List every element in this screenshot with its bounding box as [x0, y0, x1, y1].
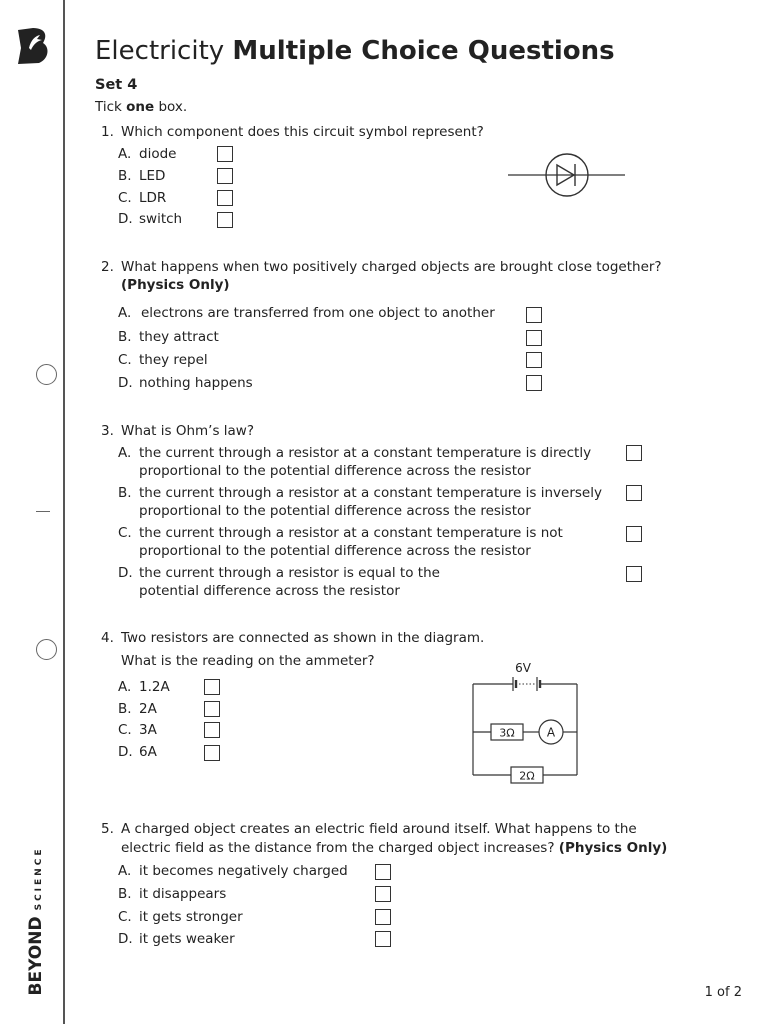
question-text-2-main: electric field as the distance from the charged object increases? — [121, 840, 555, 856]
option-letter: B. — [118, 329, 132, 345]
option-letter: C. — [118, 190, 132, 206]
diode-symbol-icon — [505, 150, 630, 200]
option-text-line2: potential difference across the resistor — [139, 583, 400, 599]
option-text-line2: proportional to the potential difference across the resistor — [139, 463, 531, 479]
option-letter: D. — [118, 744, 133, 760]
answer-checkbox[interactable] — [204, 722, 220, 738]
option-text: nothing happens — [139, 375, 253, 391]
option-letter: A. — [118, 146, 132, 162]
answer-checkbox[interactable] — [526, 352, 542, 368]
option-text: they attract — [139, 329, 219, 345]
set-label: Set 4 — [95, 77, 138, 93]
option-text: they repel — [139, 352, 208, 368]
answer-checkbox[interactable] — [204, 701, 220, 717]
option-text: it disappears — [139, 886, 227, 902]
option-text: 3A — [139, 722, 157, 738]
instruction — [95, 99, 187, 115]
resistor-3ohm-label: 3Ω — [499, 726, 515, 740]
question-text: A charged object creates an electric field around itself. What happens to the — [121, 821, 637, 837]
option-letter: B. — [118, 485, 132, 501]
option-letter: C. — [118, 525, 132, 541]
question-number: 3. — [101, 423, 114, 439]
option-letter: A. — [118, 679, 132, 695]
question-number: 5. — [101, 821, 114, 837]
option-text: 2A — [139, 701, 157, 717]
punch-hole-bottom — [36, 639, 57, 660]
option-letter: A. — [118, 863, 132, 879]
answer-checkbox[interactable] — [375, 931, 391, 947]
ammeter-label: A — [546, 725, 556, 740]
title-bold: Multiple Choice Questions — [232, 36, 615, 66]
voltage-label: 6V — [515, 661, 531, 675]
option-letter: B. — [118, 701, 132, 717]
option-text: 6A — [139, 744, 157, 760]
answer-checkbox[interactable] — [204, 679, 220, 695]
option-letter: D. — [118, 375, 133, 391]
question-text-2 — [121, 839, 667, 857]
answer-checkbox[interactable] — [375, 886, 391, 902]
option-text-line1: the current through a resistor at a constant temperature is inversely — [139, 485, 602, 501]
question-text-2: What is the reading on the ammeter? — [121, 653, 375, 669]
physics-only-note: (Physics Only) — [121, 277, 230, 293]
option-text-line2: proportional to the potential difference across the resistor — [139, 503, 531, 519]
answer-checkbox[interactable] — [626, 445, 642, 461]
answer-checkbox[interactable] — [526, 307, 542, 323]
option-letter: A. — [118, 305, 132, 321]
answer-checkbox[interactable] — [217, 146, 233, 162]
circuit-diagram — [465, 655, 585, 785]
answer-checkbox[interactable] — [626, 485, 642, 501]
question-text: What happens when two positively charged objects are brought close together? — [121, 259, 662, 275]
beyond-logo-icon — [15, 26, 51, 66]
option-text: LDR — [139, 190, 167, 206]
resistor-2ohm-label: 2Ω — [519, 769, 535, 783]
answer-checkbox[interactable] — [626, 526, 642, 542]
question-number: 4. — [101, 630, 114, 646]
instruction-post: box. — [154, 99, 188, 115]
instruction-pre: Tick — [95, 99, 127, 115]
option-text: 1.2A — [139, 679, 170, 695]
question-text: Two resistors are connected as shown in the diagram. — [121, 630, 485, 646]
punch-hole-top — [36, 364, 57, 385]
answer-checkbox[interactable] — [375, 909, 391, 925]
option-text-line1: the current through a resistor at a constant temperature is not — [139, 525, 563, 541]
fold-mark — [36, 511, 50, 512]
answer-checkbox[interactable] — [526, 330, 542, 346]
answer-checkbox[interactable] — [626, 566, 642, 582]
option-letter: C. — [118, 722, 132, 738]
instruction-bold: one — [126, 99, 155, 115]
brand-vertical — [26, 846, 48, 996]
option-text: it gets weaker — [139, 931, 235, 947]
option-letter: D. — [118, 211, 133, 227]
page-title — [95, 36, 615, 66]
answer-checkbox[interactable] — [217, 212, 233, 228]
option-letter: D. — [118, 565, 133, 581]
physics-only-note: (Physics Only) — [558, 840, 668, 856]
title-light: Electricity — [95, 36, 225, 66]
option-letter: C. — [118, 352, 132, 368]
answer-checkbox[interactable] — [204, 745, 220, 761]
question-text: What is Ohm’s law? — [121, 423, 255, 439]
option-text: it gets stronger — [139, 909, 243, 925]
option-text: diode — [139, 146, 177, 162]
question-number: 1. — [101, 124, 114, 140]
option-text: it becomes negatively charged — [139, 863, 348, 879]
option-letter: B. — [118, 886, 132, 902]
brand-sub: SCIENCE — [34, 846, 44, 911]
option-text-line1: the current through a resistor is equal to the — [139, 565, 440, 581]
page-number: 1 of 2 — [704, 985, 742, 1000]
option-letter: D. — [118, 931, 133, 947]
option-text-line2: proportional to the potential difference across the resistor — [139, 543, 531, 559]
margin-line — [63, 0, 65, 1024]
option-letter: A. — [118, 445, 132, 461]
question-text: Which component does this circuit symbol represent? — [121, 124, 484, 140]
option-text-line1: the current through a resistor at a constant temperature is directly — [139, 445, 592, 461]
answer-checkbox[interactable] — [217, 190, 233, 206]
question-number: 2. — [101, 259, 114, 275]
option-text: LED — [139, 168, 166, 184]
option-text: electrons are transferred from one object to another — [141, 305, 495, 321]
option-letter: B. — [118, 168, 132, 184]
answer-checkbox[interactable] — [375, 864, 391, 880]
brand-main: BEYOND — [26, 916, 46, 996]
answer-checkbox[interactable] — [217, 168, 233, 184]
answer-checkbox[interactable] — [526, 375, 542, 391]
option-letter: C. — [118, 909, 132, 925]
option-text: switch — [139, 211, 183, 227]
